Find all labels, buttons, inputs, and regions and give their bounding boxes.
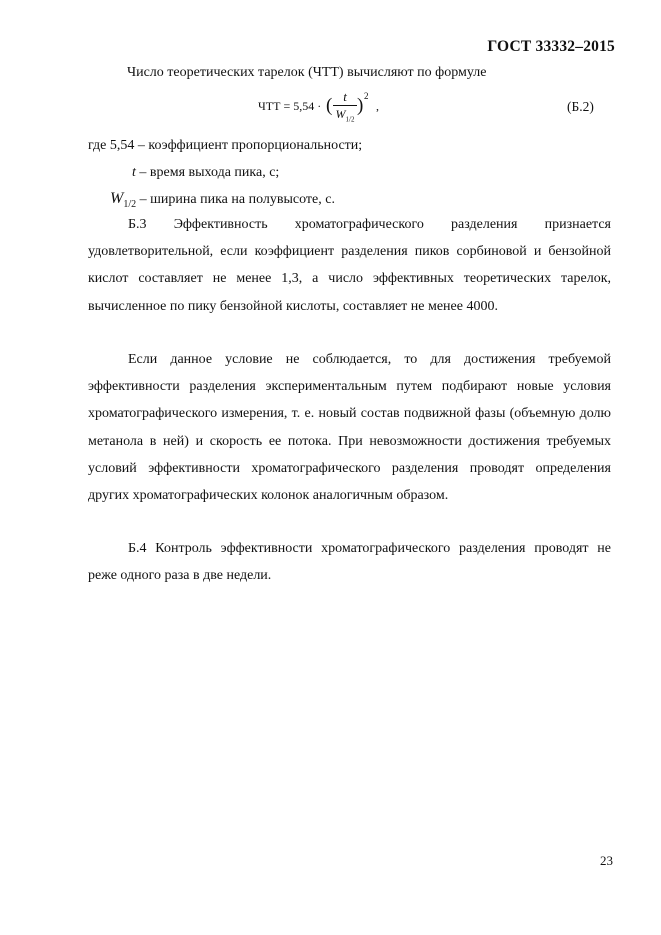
formula-intro: Число теоретических тарелок (ЧТТ) вычисляют по формуле: [127, 65, 487, 80]
paragraph-condition: Если данное условие не соблюдается, то для достижения требуемой эффективности разделения экспериментальным путем подбирают новые условия хроматографического измерения, т. е. новый состав подвижной фазы (объемную долю метанола в ней) и скорость ее потока. При невозможности достижения требуемых условий эффективности хроматографического разделения проводят определения других хроматографических колонок аналогичным образом.: [88, 352, 611, 504]
width-variable: [110, 190, 137, 211]
denominator-sub: 1/2: [345, 115, 355, 124]
denominator-var: W: [335, 107, 346, 121]
width-description: – ширина пика на полувысоте, с.: [136, 192, 335, 207]
width-var-letter: W: [110, 190, 124, 207]
formula-trailing: ,: [376, 99, 379, 113]
formula-exponent: 2: [364, 91, 369, 101]
standard-header: ГОСТ 33332–2015: [487, 38, 615, 55]
where-time: [132, 164, 279, 182]
formula-open-paren: (: [326, 95, 333, 116]
page-number: 23: [600, 853, 613, 868]
paragraph-b4: Б.4 Контроль эффективности хроматографического разделения проводят не реже одного раза в две недели.: [88, 541, 611, 584]
equation-number: (Б.2): [567, 99, 594, 114]
formula-numerator: t: [343, 89, 347, 104]
width-var-sub: 1/2: [123, 199, 137, 211]
formula-lhs: ЧТТ = 5,54 ·: [258, 99, 322, 113]
time-variable: t: [132, 165, 136, 180]
paragraph-b3: Б.3 Эффективность хроматографического разделения признается удовлетворительной, если коэффициент разделения пиков сорбиновой и бензойной кислот составляет не менее 1,3, а число эффективных теоретических тарелок, вычисленное по пику бензойной кислоты, составляет не менее 4000.: [88, 217, 611, 314]
fraction-bar: [333, 105, 357, 106]
formula-fraction: [333, 90, 357, 126]
formula-close-paren: ): [357, 95, 364, 116]
formula-denominator: [333, 107, 357, 126]
time-description: – время выхода пика, с;: [135, 165, 280, 180]
where-coefficient: где 5,54 – коэффициент пропорциональности;: [88, 138, 363, 153]
